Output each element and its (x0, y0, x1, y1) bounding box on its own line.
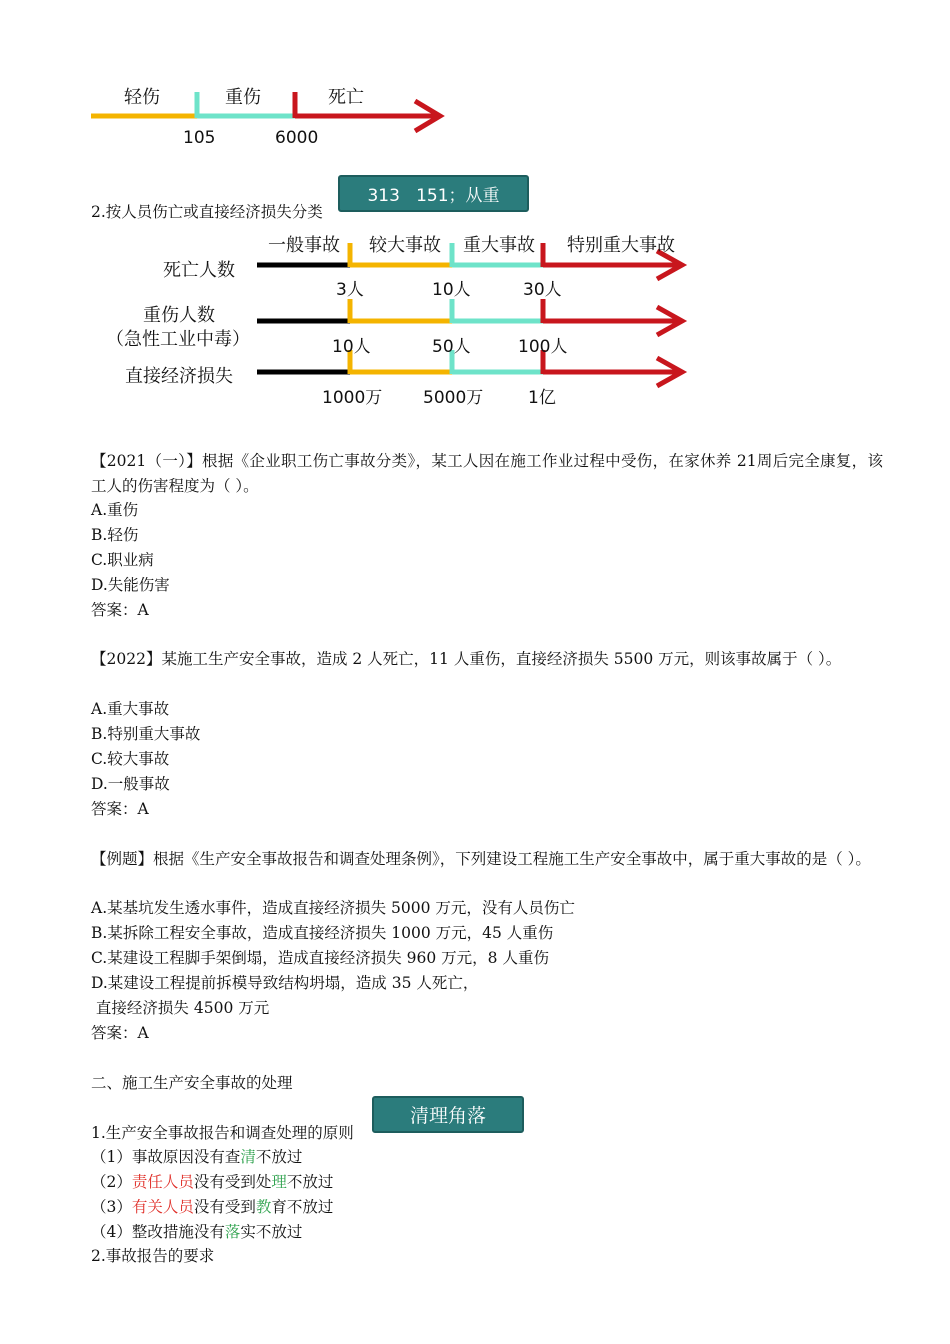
threshold-10: 10人 (432, 280, 471, 300)
q3-option-d-cont: 直接经济损失 4500 万元 (91, 999, 270, 1017)
q3-option-d: D.某建设工程提前拆模导致结构坍塌，造成 35 人死亡， (91, 974, 479, 992)
report-requirements-title: 2.事故报告的要求 (91, 1247, 215, 1265)
threshold-30: 30人 (523, 280, 562, 300)
tag-qingli-jiaoluo: 清理角落 (372, 1096, 524, 1133)
threshold-10b: 10人 (332, 337, 371, 357)
row-sublabel-poisoning: （急性工业中毒） (106, 329, 250, 350)
row-label-deaths: 死亡人数 (163, 260, 235, 281)
q3-stem: 【例题】根据《生产安全事故报告和调查处理条例》，下列建设工程施工生产安全事故中，属于重大事故的是（ ）。 (91, 850, 871, 868)
row-serious-injuries (257, 299, 682, 335)
q1-stem: 【2021（一）】根据《企业职工伤亡事故分类》，某工人因在施工作业过程中受伤，在家休养 21周后完全康复，该工人的伤害程度为（ ）。 (91, 452, 883, 495)
threshold-1yi: 1亿 (528, 388, 556, 408)
section-title-classification: 2.按人员伤亡或直接经济损失分类 (91, 203, 323, 221)
threshold-5000w: 5000万 (423, 388, 484, 408)
row-label-economic-loss: 直接经济损失 (125, 366, 233, 387)
level-general: 一般事故 (268, 235, 340, 256)
q1-answer: 答案：A (91, 601, 149, 619)
q3-option-a: A.某基坑发生透水事件，造成直接经济损失 5000 万元，没有人员伤亡 (91, 899, 575, 917)
level-extra-major: 特别重大事故 (567, 235, 675, 256)
q2-option-b: B.特别重大事故 (91, 725, 201, 743)
threshold-50: 50人 (432, 337, 471, 357)
label-minor-injury: 轻伤 (124, 87, 160, 108)
tag-313-151: 313 151；从重 (338, 175, 529, 212)
q1-option-d: D.失能伤害 (91, 576, 170, 594)
threshold-100: 100人 (518, 337, 568, 357)
threshold-105: 105 (183, 128, 216, 148)
q2-answer: 答案：A (91, 800, 149, 818)
q2-stem: 【2022】某施工生产安全事故，造成 2 人死亡，11 人重伤，直接经济损失 5500 万元，则该事故属于（ ）。 (91, 650, 842, 668)
level-major: 重大事故 (463, 235, 535, 256)
q3-option-c: C.某建设工程脚手架倒塌，造成直接经济损失 960 万元，8 人重伤 (91, 949, 549, 967)
q3-answer: 答案：A (91, 1024, 149, 1042)
principle-title: 1.生产安全事故报告和调查处理的原则 (91, 1124, 354, 1142)
q1-option-a: A.重伤 (91, 501, 139, 519)
row-label-serious-injuries: 重伤人数 (143, 305, 215, 326)
principle-2: （2）责任人员没有受到处理不放过 (91, 1173, 334, 1191)
principle-1: （1）事故原因没有查清不放过 (91, 1148, 303, 1166)
q1-option-c: C.职业病 (91, 551, 154, 569)
q2-option-a: A.重大事故 (91, 700, 170, 718)
q3-option-b: B.某拆除工程安全事故，造成直接经济损失 1000 万元，45 人重伤 (91, 924, 554, 942)
principle-4: （4）整改措施没有落实不放过 (91, 1223, 303, 1241)
section2-title: 二、施工生产安全事故的处理 (91, 1074, 293, 1092)
label-death: 死亡 (328, 87, 364, 108)
threshold-3: 3人 (336, 280, 364, 300)
principle-3: （3）有关人员没有受到教育不放过 (91, 1198, 334, 1216)
threshold-1000w: 1000万 (322, 388, 383, 408)
q2-option-d: D.一般事故 (91, 775, 170, 793)
level-larger: 较大事故 (369, 235, 441, 256)
q1-option-b: B.轻伤 (91, 526, 139, 544)
threshold-6000: 6000 (275, 128, 319, 148)
label-serious-injury: 重伤 (225, 87, 261, 108)
q2-option-c: C.较大事故 (91, 750, 170, 768)
